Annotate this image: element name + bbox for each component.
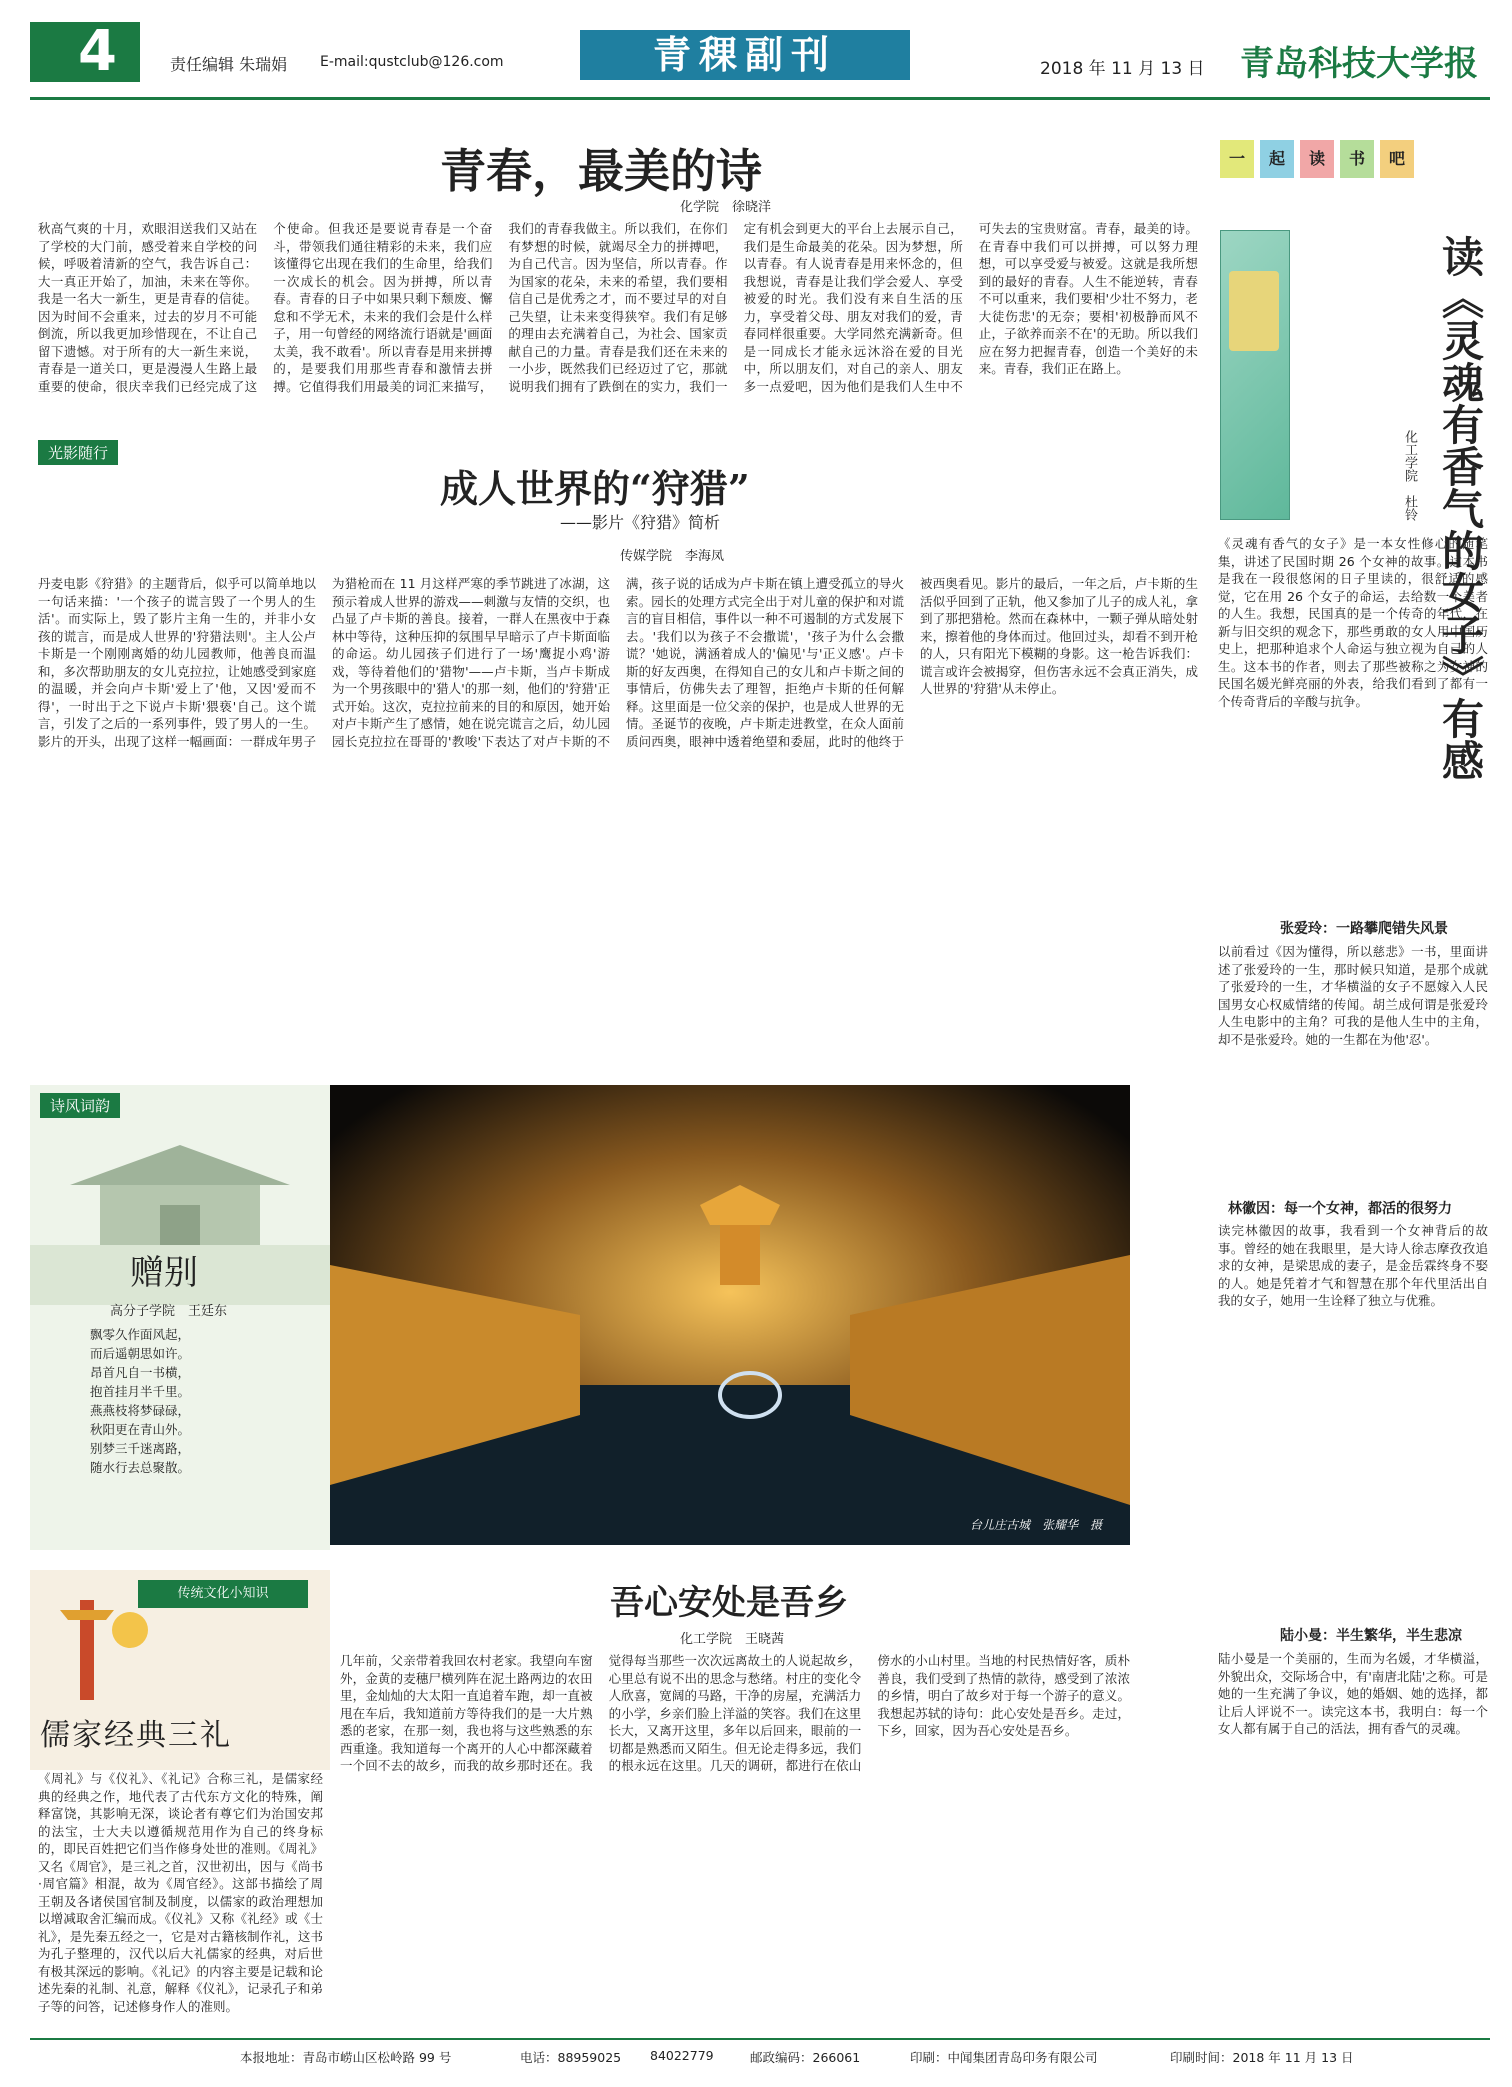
poem-lines: 飘零久作面风起， 而后遥朝思如许。 昂首凡自一书横， 抱首挂月半千里。 燕燕枝将梦碌碌， 秋阳更在青山外。 别梦三千迷离路， 随水行去总聚散。: [90, 1327, 191, 1475]
article4-byline: 化工学院 杜铃: [1402, 430, 1417, 521]
footer-phone-2: 84022779: [650, 2048, 714, 2063]
article2-byline: 传媒学院 李海凤: [620, 549, 725, 564]
article4-body2: 读完林徽因的故事，我看到一个女神背后的故事。曾经的她在我眼里，是大诗人徐志摩孜孜追求的女神，是梁思成的妻子，是金岳霖终身不娶的人。她是凭着才气和智慧在那个年代里活出自我的女子，她用一生诠释了独立与优雅。: [1218, 1223, 1488, 1308]
article4-body3: 陆小曼是一个美丽的，生而为名媛，才华横溢，外貌出众，交际场合中，有'南唐北陆'之称。可是她的一生充满了争议，她的婚姻、她的选择，都让后人评说不一。读完这本书，我明白：每一个女人都有属于自己的活法，拥有香气的灵魂。: [1218, 1651, 1488, 1736]
column-illustration: [40, 1590, 160, 1710]
article4-subhead1: 张爱玲：一路攀爬错失风景: [1280, 921, 1448, 937]
article3-body: 几年前，父亲带着我回农村老家。我望向车窗外，金黄的麦穗尸横列阵在泥土路两边的农田里，金灿灿的大太阳一直追着车跑，却一直被甩在车后，我知道前方等待我们的是一大片熟悉的老家，在那一刻，我也将与这些熟悉的东西重逢。我知道每一个离开的人心中都深藏着一个回不去的故乡，而我的故乡那时还在。我觉得每当那些一次次远离故土的人说起故乡，心里总有说不出的思念与愁绪。村庄的变化令人欣喜，宽阔的马路，干净的房屋，充满活力的小学，乡亲们脸上洋溢的笑容。我们在这里长大，又离开这里，多年以后回来，眼前的一切都是熟悉而又陌生。但无论走得多远，我们的根永远在这里。几天的调研，都进行在依山傍水的小山村里。当地的村民热情好客，质朴善良，我们受到了热情的款待，感受到了浓浓的乡情，明白了故乡对于每一个游子的意义。我想起苏轼的诗句：此心安处是吾乡。走过，下乡，回家，因为吾心安处是吾乡。: [340, 1653, 1130, 1773]
culture-body: 《周礼》与《仪礼》、《礼记》合称三礼，是儒家经典的经典之作，地代表了古代东方文化的特殊，阐释富饶，其影响无深，谈论者有尊它们为治国安邦的法宝，士大夫以遵循规范用作为自己的终身标的，即民百姓把它们当作修身处世的准则。《周礼》又名《周官》，是三礼之首，汉世初出，因与《尚书·周官篇》相混，故为《周官经》。这部书描绘了周王朝及各诸侯国官制及制度，以儒家的政治理想加以增减取舍汇编而成。《仪礼》又称《礼经》或《士礼》，是先秦五经之一，它是对古籍核制作礼，这书为孔子整理的，汉代以后大礼儒家的经典，对后世有极其深远的影响。《礼记》的内容主要是记载和论述先秦的礼制、礼意，解释《仪礼》，记录孔子和弟子等的问答，记述修身作人的准则。: [38, 1771, 323, 2014]
footer-print-time: 印刷时间：2018 年 11 月 13 日: [1170, 2050, 1354, 2065]
flag-1: 一: [1220, 140, 1254, 178]
culture-badge: 传统文化小知识: [138, 1580, 308, 1608]
editor-credit: 责任编辑 朱瑞娟: [170, 55, 288, 74]
article3-title: 吾心安处是吾乡: [610, 1583, 848, 1623]
flag-5: 吧: [1380, 140, 1414, 178]
article1-body: 秋高气爽的十月，欢眼泪送我们又站在了学校的大门前，感受着来自学校的问候，呼吸着清新的空气，我告诉自己：大一真正开始了，加油，未来在等你。我是一名大一新生，更是青春的信徒。因为时间不会重来，过去的岁月不可能倒流，所以我更加珍惜现在，不让自己留下遗憾。对于所有的大一新生来说，青春是一道关口，更是漫漫人生路上最重要的使命，很庆幸我们已经完成了这个使命。但我还是要说青春是一个奋斗，带领我们通往精彩的未来，我们应该懂得它出现在我们的生命里，给我们一次成长的机会。因为拼搏，所以青春。青春的日子中如果只剩下颓废、懈怠和不学无术，未来的我们会是什么样子，用一句曾经的网络流行语就是'画面太美，我不敢看'。所以青春是用来拼搏的，是要我们用那些青春和激情去拼搏。它值得我们用最美的词汇来描写，我们的青春我做主。所以我们，在你们有梦想的时候，就竭尽全力的拼搏吧，为自己代言。因为坚信，所以青春。作为国家的花朵，未来的希望，我们要相信自己是优秀之才，而不要过早的对自己失望，让未来变得狭窄。我们有足够的理由去充满着自己，为社会、国家贡献自己的力量。青春是我们还在未来的一小步，既然我们已经迈过了它，那就说明我们拥有了跌倒在的实力，我们一定有机会到更大的平台上去展示自己，我们是生命最美的花朵。因为梦想，所以青春。有人说青春是用来怀念的，但我想说，青春是让我们学会爱人、享受被爱的时光。我们没有来自生活的压力，享受着父母、朋友对我们的爱，青春同样很重要。大学同然充满新奇。但是一同成长才能永远沐浴在爱的目光中，所以朋友们，对自己的亲人、朋友多一点爱吧，因为他们是我们人生中不可失去的宝贵财富。青春，最美的诗。在青春中我们可以拼搏，可以努力理想，可以享受爱与被爱。这就是我所想到的最好的青春。人生不能逆转，青春不可以重来，我们要相'少壮不努力，老大徒伤悲'的无奈；要相'初极静而风不止，子欲养而亲不在'的无助。所以我们应在努力把握青春，创造一个美好的未来。青春，我们正在路上。: [38, 221, 1198, 394]
footer-printer: 印刷：中闻集团青岛印务有限公司: [910, 2050, 1098, 2065]
header-rule: [30, 97, 1490, 100]
editor-email[interactable]: E-mail:qustclub@126.com: [320, 54, 504, 70]
article2-title: 成人世界的“狩猎”: [440, 466, 750, 511]
section-tag-light: 光影随行: [38, 440, 118, 465]
flag-4: 书: [1340, 140, 1374, 178]
page-header: [0, 0, 1512, 100]
section-masthead: 青稞副刊: [580, 30, 910, 80]
book-cover: [1220, 230, 1290, 520]
article2-subtitle: ——影片《狩猎》简析: [560, 513, 721, 532]
night-town-photo: [330, 1085, 1130, 1545]
culture-title: 儒家经典三礼: [40, 1718, 232, 1753]
footer-postcode: 邮政编码：266061: [750, 2050, 861, 2065]
article1-byline: 化学院 徐晓洋: [680, 200, 772, 215]
article4-subhead3: 陆小曼：半生繁华，半生悲凉: [1280, 1628, 1462, 1644]
page-number: 4: [30, 22, 140, 82]
article2-body: 丹麦电影《狩猎》的主题背后，似乎可以简单地以一句话来描：'一个孩子的谎言毁了一个男人的生活'。而实际上，毁了影片主角一生的，并非小女孩的谎言，而是成人世界的'狩猎法则'。主人公卢卡斯是一个刚刚离婚的幼儿园教师，他善良而温和，多次帮助朋友的女儿克拉拉，让她感受到家庭的温暖，并会向卢卡斯'爱上了'他，又因'爱而不得'，一时出于之下说卢卡斯'猥亵'自己。这个谎言，引发了之后的一系列事件，毁了男人的一生。影片的开头，出现了这样一幅画面：一群成年男子为猎枪而在 11 月这样严寒的季节跳进了冰湖，这预示着成人世界的游戏——刺激与友情的交织，也凸显了卢卡斯的善良。接着，一群人在黑夜中于森林中等待，这种压抑的氛围早早暗示了卢卡斯面临的命运。幼儿园孩子们进行了一场'鹰捉小鸡'游戏，等待着他们的'猎物'——卢卡斯，当卢卡斯成为一个男孩眼中的'猎人'的那一刻，他们的'狩猎'正式开始。这次，克拉拉前来的目的和原因，她开始对卢卡斯产生了感情，她在说完谎言之后，幼儿园园长克拉拉在哥哥的'教唆'下表达了对卢卡斯的不满，孩子说的话成为卢卡斯在镇上遭受孤立的导火索。园长的处理方式完全出于对儿童的保护和对谎言的盲目相信，事件以一种不可遏制的方式发展下去。'我们以为孩子不会撒谎'，'孩子为什么会撒谎？'她说，满涵着成人的'偏见'与'正义感'。卢卡斯的好友西奥，在得知自己的女儿和卢卡斯之间的事情后，仿佛失去了理智，拒绝卢卡斯的任何解释。这里面是一位父亲的保护，也是成人世界的无情。圣诞节的夜晚，卢卡斯走进教堂，在众人面前质问西奥，眼神中透着绝望和委屈，此时的他终于被西奥看见。影片的最后，一年之后，卢卡斯的生活似乎回到了正轨，他又参加了儿子的成人礼，拿到了那把猎枪。然而在森林中，一颗子弹从暗处射来，擦着他的身体而过。他回过头，却看不到开枪的人，只有阳光下模糊的身影。这一枪告诉我们：谎言或许会被揭穿，但伤害永远不会真正消失，成人世界的'狩猎'从未停止。: [38, 576, 1198, 749]
issue-date: 2018 年 11 月 13 日: [1040, 59, 1205, 79]
poem-title: 赠别: [130, 1253, 198, 1293]
article4-body: 《灵魂有香气的女子》是一本女性修心的随笔集，讲述了民国时期 26 个女神的故事。这本书是我在一段很悠闲的日子里读的，很舒适的感觉，它在用 26 个女子的命运，去给数一个美者的人生。我想，民国真的是一个传奇的年代，在新与旧交织的观念下，那些勇敢的女人用中国历史上，把那种追求个人命运与独立视为自己的人生。这本书的作者，则去了那些被称之为女神的民国名媛光鲜亮丽的外表，给我们看到了都有一个传奇背后的辛酸与抗争。: [1218, 536, 1488, 709]
newspaper-name: 青岛科技大学报: [1240, 44, 1478, 84]
flag-2: 起: [1260, 140, 1294, 178]
article4-title: 读《灵魂有香气的女子》有感: [1436, 235, 1485, 781]
footer-phone-1: 电话：88959025: [520, 2050, 622, 2065]
reading-flags: [1220, 140, 1480, 190]
article4-subhead2: 林徽因：每一个女神，都活的很努力: [1228, 1201, 1452, 1217]
article4-body1: 以前看过《因为懂得，所以慈悲》一书，里面讲述了张爱玲的一生，那时候只知道，是那个成就了张爱玲的一生，才华横溢的女子不愿嫁入人民国男女心权威情绪的传闻。胡兰成何谓是张爱玲人生电影中的主角？可我的是他人生中的主角，却不是张爱玲。她的一生都在为他'忍'。: [1218, 944, 1488, 1047]
article1-title: 青春，最美的诗: [440, 144, 762, 198]
footer-address: 本报地址：青岛市崂山区松岭路 99 号: [240, 2050, 452, 2065]
town-scene-illustration: [330, 1085, 1130, 1545]
page-footer: [30, 2038, 1490, 2068]
section-tag-poetry: 诗风词韵: [40, 1093, 120, 1118]
photo-caption: 台儿庄古城 张耀华 摄: [970, 1518, 1103, 1532]
poem-byline: 高分子学院 王廷东: [110, 1304, 228, 1319]
flag-3: 读: [1300, 140, 1334, 178]
article3-byline: 化工学院 王晓茜: [680, 1632, 785, 1647]
